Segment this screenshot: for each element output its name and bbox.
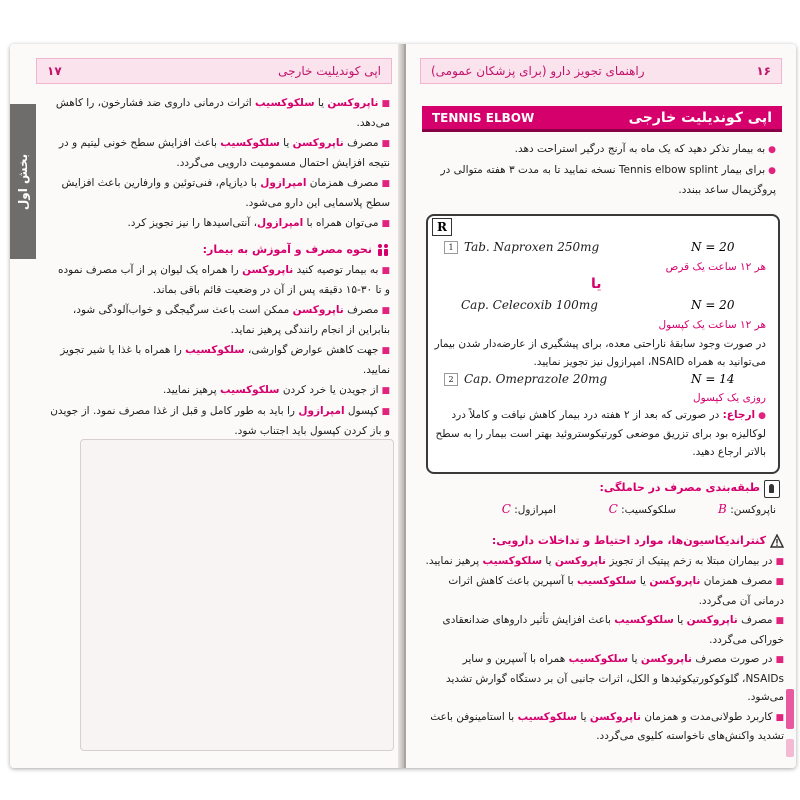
notes-panel xyxy=(80,439,394,751)
pregnancy-naproxen: ناپروکسن: B xyxy=(718,502,776,516)
contra-item: ■مصرف همزمان ناپروکسن یا سلکوکسیب با آسپرین باعث کاهش اثرات درمانی آن می‌گردد. xyxy=(448,575,784,607)
rx-quantity-2: N = 20 xyxy=(691,298,735,312)
bullet-icon: ● xyxy=(758,411,766,421)
bullet-icon: ■ xyxy=(381,407,390,417)
rx-index-icon: 1 xyxy=(444,241,458,254)
contra-section xyxy=(422,532,784,747)
left-page-header xyxy=(36,58,392,84)
contra-item: ■در بیماران مبتلا به زخم پپتیک از تجویز ناپروکسن یا سلکوکسیب پرهیز نمایید. xyxy=(425,554,784,567)
bullet-icon: ■ xyxy=(381,219,390,229)
bullet-icon: ■ xyxy=(775,655,784,665)
contra-item: ■کاربرد طولانی‌مدت و همزمان ناپروکسن یا سلکوکسیب با استامینوفن باعث تشدید واکنش‌های ناخواسته کلیوی می‌گردد. xyxy=(430,710,784,742)
left-page xyxy=(10,44,402,768)
bullet-icon: ● xyxy=(768,145,776,155)
education-heading: نحوه مصرف و آموزش به بیمار: xyxy=(50,240,390,260)
education-item: ■به بیمار توصیه کنید ناپروکسن را همراه یک لیوان پر از آب مصرف نموده و تا ۳۰-۱۵ دقیقه پس از آن در وضعیت قائم باقی بماند. xyxy=(58,264,390,296)
bullet-icon: ■ xyxy=(381,139,390,149)
bullet-icon: ■ xyxy=(381,306,390,316)
left-page-number: ۱۷ xyxy=(47,64,62,78)
bullet-icon: ■ xyxy=(775,577,784,587)
interaction-item: ■ناپروکسن یا سلکوکسیب اثرات درمانی داروی ضد فشارخون، را کاهش می‌دهد. xyxy=(55,97,390,129)
warning-icon xyxy=(770,534,784,548)
bullet-icon: ■ xyxy=(381,179,390,189)
rx-dose-2: هر ۱۲ ساعت یک کپسول xyxy=(658,319,766,331)
topic-title-en: TENNIS ELBOW xyxy=(432,110,535,125)
interaction-item: ■می‌توان همراه با امپرازول، آنتی‌اسیدها را نیز تجویز کرد. xyxy=(127,217,390,229)
right-page-header xyxy=(420,58,782,84)
page-edge-marker xyxy=(786,689,794,729)
bullet-icon: ● xyxy=(768,166,776,176)
right-header-title: راهنمای تجویز دارو (برای پزشکان عمومی) xyxy=(431,64,645,78)
rx-icon: R xyxy=(432,218,452,236)
rx-or: یا xyxy=(591,276,602,292)
rx-drug-3: 2 Cap. Omeprazole 20mg xyxy=(444,372,607,386)
pregnancy-icon xyxy=(764,480,780,498)
education-item: ■کپسول امپرازول را باید به طور کامل و قبل از غذا مصرف نمود. از جویدن و باز کردن کپسول باید اجتناب شود. xyxy=(50,405,390,437)
family-icon xyxy=(376,243,390,257)
education-item: ■جهت کاهش عوارض گوارشی، سلکوکسیب را همراه با غذا یا شیر تجویز نمایید. xyxy=(60,344,390,376)
intro-item: ●برای بیمار Tennis elbow splint نسخه نمایید تا به مدت ۳ هفته متوالی در پروگزیمال ساعد ببندد. xyxy=(440,164,776,196)
contra-item: ■مصرف ناپروکسن یا سلکوکسیب باعث افزایش تأثیر داروهای ضدانعقادی خوراکی می‌گردد. xyxy=(442,614,784,646)
pregnancy-title: طبقه‌بندی مصرف در حاملگی: xyxy=(599,481,760,494)
intro-item: ●به بیمار تذکر دهید که یک ماه به آرنج درگیر استراحت دهد. xyxy=(514,143,776,155)
rx-note: در صورت وجود سابقهٔ ناراحتی معده، برای پیشگیری از عارضه‌دار شدن بیمار می‌توانید به همراه NSAID، امپرازول نیز تجویز نمایید. xyxy=(434,338,766,368)
left-interactions xyxy=(50,94,390,235)
topic-title-bar xyxy=(422,106,782,132)
bullet-icon: ■ xyxy=(381,99,390,109)
pregnancy-celecoxib: سلکوکسیب: C xyxy=(608,502,676,516)
right-page xyxy=(406,44,796,768)
contra-item: ■در صورت مصرف ناپروکسن یا سلکوکسیب همراه با آسپرین و سایر NSAIDs، گلوکوکورتیکوئیدها و الکل، اثرات جانبی آن بر دستگاه گوارش تشدید می‌شود. xyxy=(445,653,784,703)
interaction-item: ■مصرف همزمان امپرازول با دیازپام، فنی‌توئین و وارفارین باعث افزایش سطح پلاسمایی این دارو می‌شود. xyxy=(61,177,390,209)
education-item: ■از جویدن یا خرد کردن سلکوکسیب پرهیز نمایید. xyxy=(162,384,390,396)
rx-drug-2: Cap. Celecoxib 100mg xyxy=(461,298,598,312)
right-page-number: ۱۶ xyxy=(756,64,771,78)
bullet-icon: ■ xyxy=(381,386,390,396)
side-tab-label: بخش اول xyxy=(16,153,30,210)
open-book xyxy=(10,44,796,768)
rx-dose-3: روزی یک کپسول xyxy=(692,392,766,404)
pregnancy-section xyxy=(426,478,760,499)
rx-quantity-1: N = 20 xyxy=(691,240,735,254)
interaction-item: ■مصرف ناپروکسن یا سلکوکسیب باعث افزایش سطح خونی لیتیم و در نتیجه افزایش احتمال مسمومیت دارویی می‌گردد. xyxy=(58,137,390,169)
bullet-icon: ■ xyxy=(381,266,390,276)
rx-dose-1: هر ۱۲ ساعت یک قرص xyxy=(665,261,766,273)
bullet-icon: ■ xyxy=(775,712,784,723)
rx-drug-1: 1 Tab. Naproxen 250mg xyxy=(444,240,599,254)
left-header-title: اپی کوندیلیت خارجی xyxy=(278,64,381,78)
education-item: ■مصرف ناپروکسن ممکن است باعث سرگیجگی و خواب‌آلودگی شود، بنابراین از انجام رانندگی پرهیز نماید. xyxy=(72,304,390,336)
bullet-icon: ■ xyxy=(381,346,390,356)
topic-title-fa: اپی کوندیلیت خارجی xyxy=(628,109,772,126)
pregnancy-omeprazole: امپرازول: C xyxy=(501,502,556,516)
intro-list xyxy=(426,140,776,201)
rx-referral: ●ارجاع: در صورتی که بعد از ۲ هفته درد بیمار کاهش نیافت و کاملاً درد لوکالیزه بود برای تزریق موضعی کورتیکوستروئید بهتر است بیمار را به سطح بالاتر ارجاع دهید. xyxy=(435,409,766,458)
rx-index-icon: 2 xyxy=(444,373,458,386)
bullet-icon: ■ xyxy=(775,616,784,626)
bullet-icon: ■ xyxy=(775,556,784,567)
left-education xyxy=(50,240,390,442)
rx-quantity-3: N = 14 xyxy=(691,372,735,386)
page-edge-marker xyxy=(786,739,794,757)
section-side-tab xyxy=(10,104,36,259)
contra-heading: کنتراندیکاسیون‌ها، موارد احتیاط و تداخلات دارویی: xyxy=(422,532,784,551)
